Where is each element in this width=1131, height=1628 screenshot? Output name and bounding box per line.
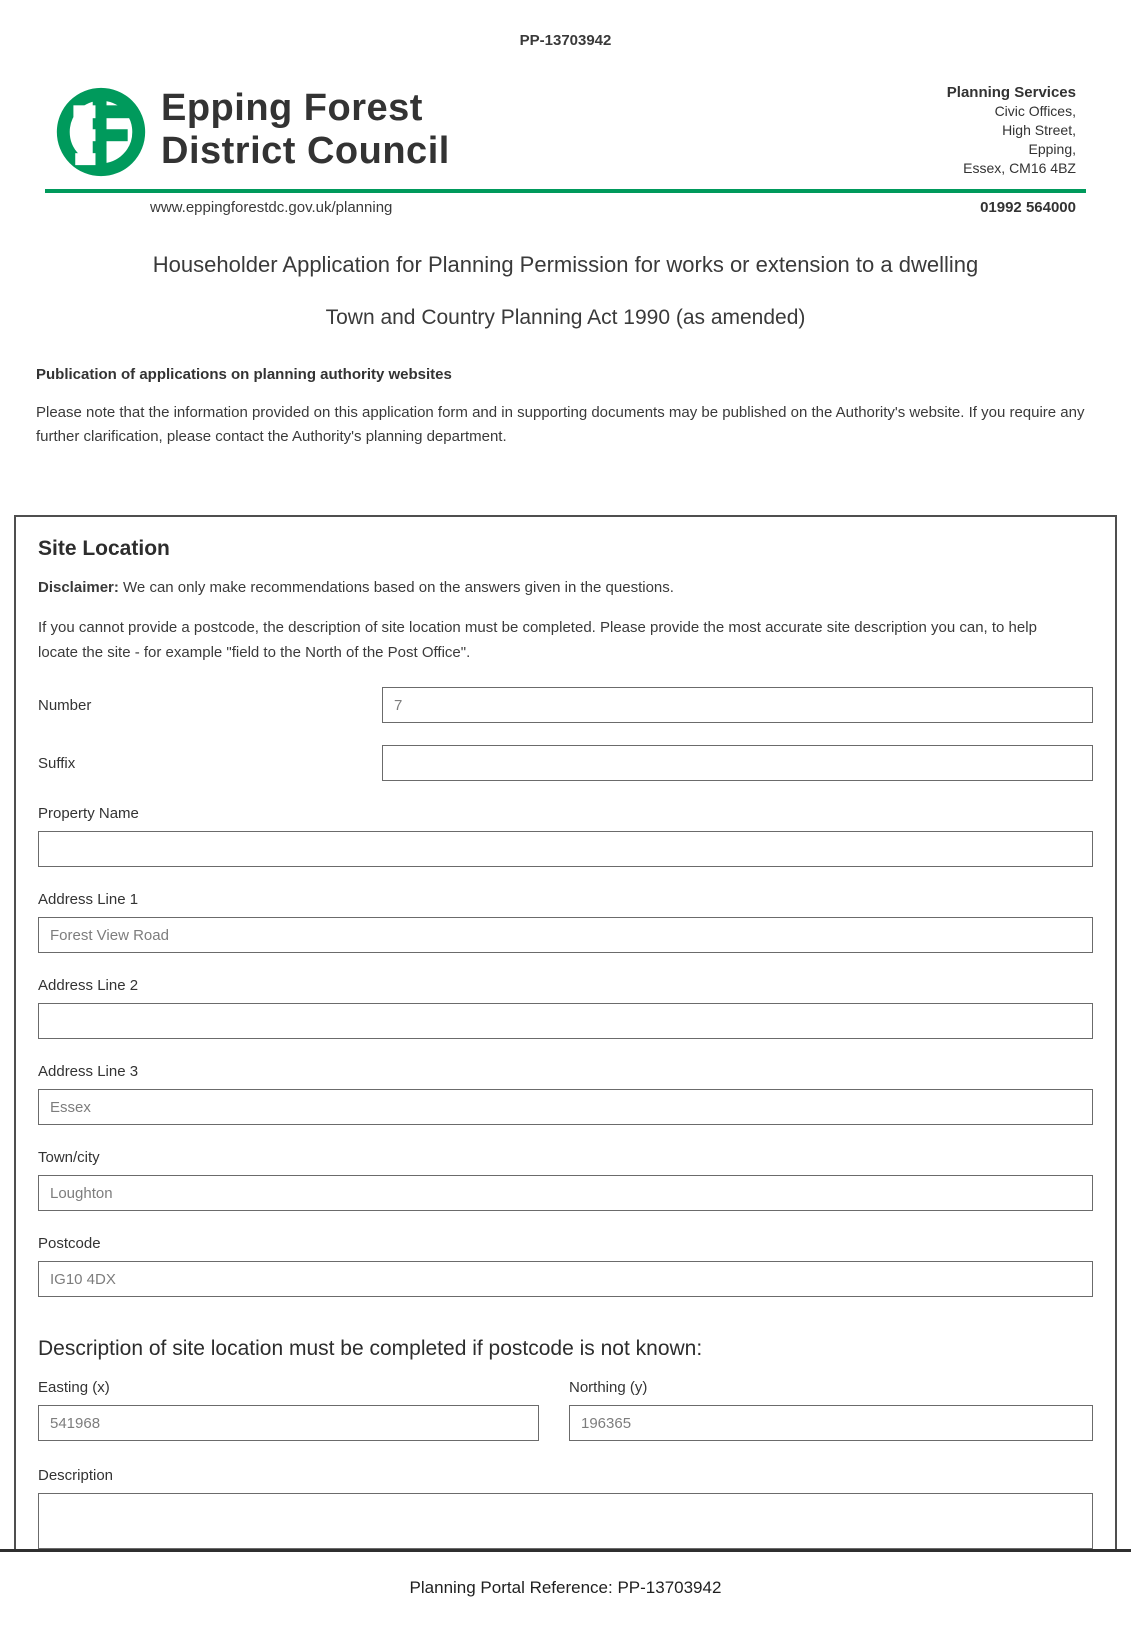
description-requirement-heading: Description of site location must be completed if postcode is not known: [38, 1337, 703, 1360]
field-address-line-3 [38, 1063, 1093, 1125]
publication-heading: Publication of applications on planning authority websites [36, 366, 452, 383]
address-line: Epping, [1028, 141, 1076, 157]
council-name-line1: Epping Forest [161, 87, 423, 129]
address-line: High Street, [1002, 122, 1076, 138]
northing-label: Northing (y) [569, 1379, 648, 1396]
field-northing [569, 1379, 1093, 1441]
address-line-3-label: Address Line 3 [38, 1063, 139, 1080]
council-phone: 01992 564000 [980, 199, 1076, 216]
header [45, 81, 1086, 216]
town-city-input[interactable] [38, 1175, 1093, 1211]
field-easting [38, 1379, 539, 1441]
planning-services-address [947, 81, 1076, 178]
field-address-line-1 [38, 891, 1093, 953]
description-label: Description [38, 1467, 114, 1484]
disclaimer-text [38, 577, 1093, 599]
efdc-logo-icon [55, 81, 147, 183]
field-postcode [38, 1235, 1093, 1297]
council-brand [55, 81, 450, 183]
application-reference: PP-13703942 [519, 32, 612, 49]
property-name-label: Property Name [38, 805, 139, 822]
disclaimer-body: We can only make recommendations based on the answers given in the questions. [123, 579, 674, 596]
address-line-2-input[interactable] [38, 1003, 1093, 1039]
disclaimer-label: Disclaimer: [38, 579, 119, 596]
field-address-line-2 [38, 977, 1093, 1039]
document-title: Householder Application for Planning Permission for works or extension to a dwelling [152, 252, 979, 277]
site-location-section [14, 515, 1117, 1549]
address-line-3-input[interactable] [38, 1089, 1093, 1125]
field-town-city [38, 1149, 1093, 1211]
town-city-label: Town/city [38, 1149, 100, 1166]
council-name-line2: District Council [161, 130, 450, 172]
field-description [38, 1467, 1093, 1549]
section-title: Site Location [38, 537, 170, 560]
council-name [161, 81, 450, 173]
address-line: Civic Offices, [994, 103, 1076, 119]
easting-label: Easting (x) [38, 1379, 110, 1396]
number-input[interactable] [382, 687, 1093, 723]
description-textarea[interactable] [38, 1493, 1093, 1549]
suffix-input[interactable] [382, 745, 1093, 781]
postcode-label: Postcode [38, 1235, 101, 1252]
document-subtitle: Town and Country Planning Act 1990 (as amended) [325, 306, 806, 329]
easting-input[interactable] [38, 1405, 539, 1441]
planning-portal-reference-footer: Planning Portal Reference: PP-13703942 [409, 1578, 722, 1597]
field-row-number [38, 687, 1093, 723]
address-line-2-label: Address Line 2 [38, 977, 139, 994]
publication-body: Please note that the information provided on this application form and in supporting documents may be published on the Authority's website. If you require any further clarification, please contact the Authority's planning department. [36, 404, 1085, 445]
number-label: Number [38, 696, 92, 714]
address-line-1-label: Address Line 1 [38, 891, 139, 908]
postcode-input[interactable] [38, 1261, 1093, 1297]
suffix-label: Suffix [38, 754, 76, 772]
field-row-suffix [38, 745, 1093, 781]
department-name: Planning Services [946, 84, 1076, 101]
northing-input[interactable] [569, 1405, 1093, 1441]
field-property-name [38, 805, 1093, 867]
postcode-note: If you cannot provide a postcode, the description of site location must be completed. Please provide the most accurate site description you can, to help locate the site - for example "field to the North of the Post Office". [38, 619, 1037, 661]
coordinates-row [38, 1379, 1093, 1441]
address-line: Essex, CM16 4BZ [963, 160, 1076, 176]
address-line-1-input[interactable] [38, 917, 1093, 953]
council-website-url: www.eppingforestdc.gov.uk/planning [150, 199, 393, 216]
property-name-input[interactable] [38, 831, 1093, 867]
